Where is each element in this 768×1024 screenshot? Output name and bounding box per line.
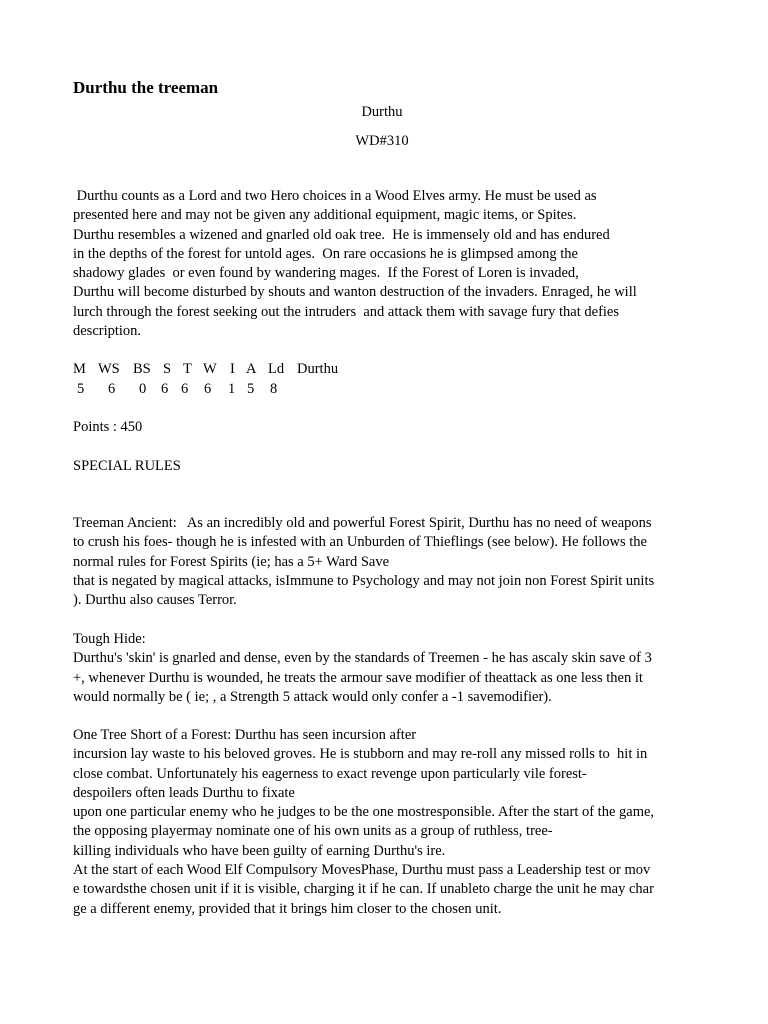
- rule-line: +, whenever Durthu is wounded, he treats the armour save modifier of theattack as one less then it: [73, 669, 643, 686]
- rule-treeman-ancient: [73, 514, 654, 610]
- stat-header-s: S: [163, 361, 172, 377]
- rule-line: At the start of each Wood Elf Compulsory MovesPhase, Durthu must pass a Leadership test or mov: [73, 862, 651, 879]
- stat-header-i: I: [230, 361, 235, 377]
- rule-line: close combat. Unfortunately his eagerness to exact revenge upon particularly vile forest-: [73, 765, 587, 782]
- rule-tough-hide: [73, 630, 652, 707]
- rule-one-tree-short: [73, 726, 654, 919]
- stat-value-i: 1: [228, 381, 236, 397]
- stat-header-ws: WS: [98, 361, 120, 377]
- intro-paragraph: [73, 187, 637, 341]
- intro-line: in the depths of the forest for untold ages. On rare occasions he is glimpsed among the: [73, 245, 578, 262]
- rule-line: would normally be ( ie; , a Strength 5 attack would only confer a -1 savemodifier).: [73, 688, 552, 705]
- document-reference: WD#310: [355, 133, 409, 149]
- intro-line: Durthu counts as a Lord and two Hero choices in a Wood Elves army. He must be used as: [73, 188, 597, 204]
- rule-line: incursion lay waste to his beloved groves. He is stubborn and may re-roll any missed rolls to hit in: [73, 746, 648, 763]
- document-subtitle: Durthu: [361, 104, 403, 120]
- intro-line: lurch through the forest seeking out the intruders and attack them with savage fury that defies: [73, 303, 620, 320]
- stat-header-ld: Ld: [268, 361, 285, 377]
- intro-line: presented here and may not be given any additional equipment, magic items, or Spites.: [73, 207, 577, 224]
- rule-line: that is negated by magical attacks, isImmune to Psychology and may not join non Forest Spirit units: [73, 572, 655, 589]
- stat-header-name: Durthu: [297, 361, 339, 377]
- intro-line: Durthu resembles a wizened and gnarled old oak tree. He is immensely old and has endured: [73, 226, 610, 243]
- intro-line: Durthu will become disturbed by shouts and wanton destruction of the invaders. Enraged, he will: [73, 284, 637, 301]
- rule-line: ). Durthu also causes Terror.: [73, 592, 237, 609]
- rule-line: despoilers often leads Durthu to fixate: [73, 784, 295, 801]
- special-rules-heading-text: SPECIAL RULES: [73, 458, 181, 474]
- rule-line: killing individuals who have been guilty of earning Durthu's ire.: [73, 842, 446, 859]
- rule-line: Treeman Ancient: As an incredibly old and powerful Forest Spirit, Durthu has no need of weapons: [73, 515, 652, 531]
- stat-value-t: 6: [181, 381, 189, 397]
- intro-line: description.: [73, 323, 142, 340]
- rule-line: the opposing playermay nominate one of his own units as a group of ruthless, tree-: [73, 823, 553, 840]
- stat-value-ld: 8: [270, 381, 278, 397]
- rule-line: Durthu's 'skin' is gnarled and dense, even by the standards of Treemen - he has ascaly skin save of 3: [73, 650, 652, 667]
- stat-value-bs: 0: [139, 381, 147, 397]
- points-text: Points : 450: [73, 419, 143, 435]
- stat-value-ws: 6: [108, 381, 116, 397]
- rule-line: e towardsthe chosen unit if it is visible, charging it if he can. If unableto charge the unit he may char: [73, 881, 654, 898]
- rule-line: Tough Hide:: [73, 631, 146, 647]
- stat-value-s: 6: [161, 381, 169, 397]
- stat-header-m: M: [73, 361, 86, 377]
- stat-value-m: 5: [77, 381, 85, 397]
- rule-line: One Tree Short of a Forest: Durthu has seen incursion after: [73, 727, 417, 743]
- stat-header-w: W: [203, 361, 217, 377]
- stat-header-t: T: [183, 361, 192, 377]
- special-rules-heading: [73, 457, 181, 476]
- stat-header-a: A: [246, 361, 257, 377]
- rule-line: ge a different enemy, provided that it brings him closer to the chosen unit.: [73, 900, 502, 917]
- document-title: Durthu the treeman: [73, 78, 219, 97]
- intro-line: shadowy glades or even found by wandering mages. If the Forest of Loren is invaded,: [73, 265, 579, 282]
- rule-line: to crush his foes- though he is infested with an Unburden of Thieflings (see below). He follows the: [73, 534, 647, 551]
- stat-header-bs: BS: [133, 361, 151, 377]
- stat-value-a: 5: [247, 381, 255, 397]
- points-line: [73, 418, 142, 437]
- stat-value-w: 6: [204, 381, 212, 397]
- rule-line: normal rules for Forest Spirits (ie; has a 5+ Ward Save: [73, 553, 390, 570]
- rule-line: upon one particular enemy who he judges to be the one mostresponsible. After the start of the game,: [73, 804, 655, 821]
